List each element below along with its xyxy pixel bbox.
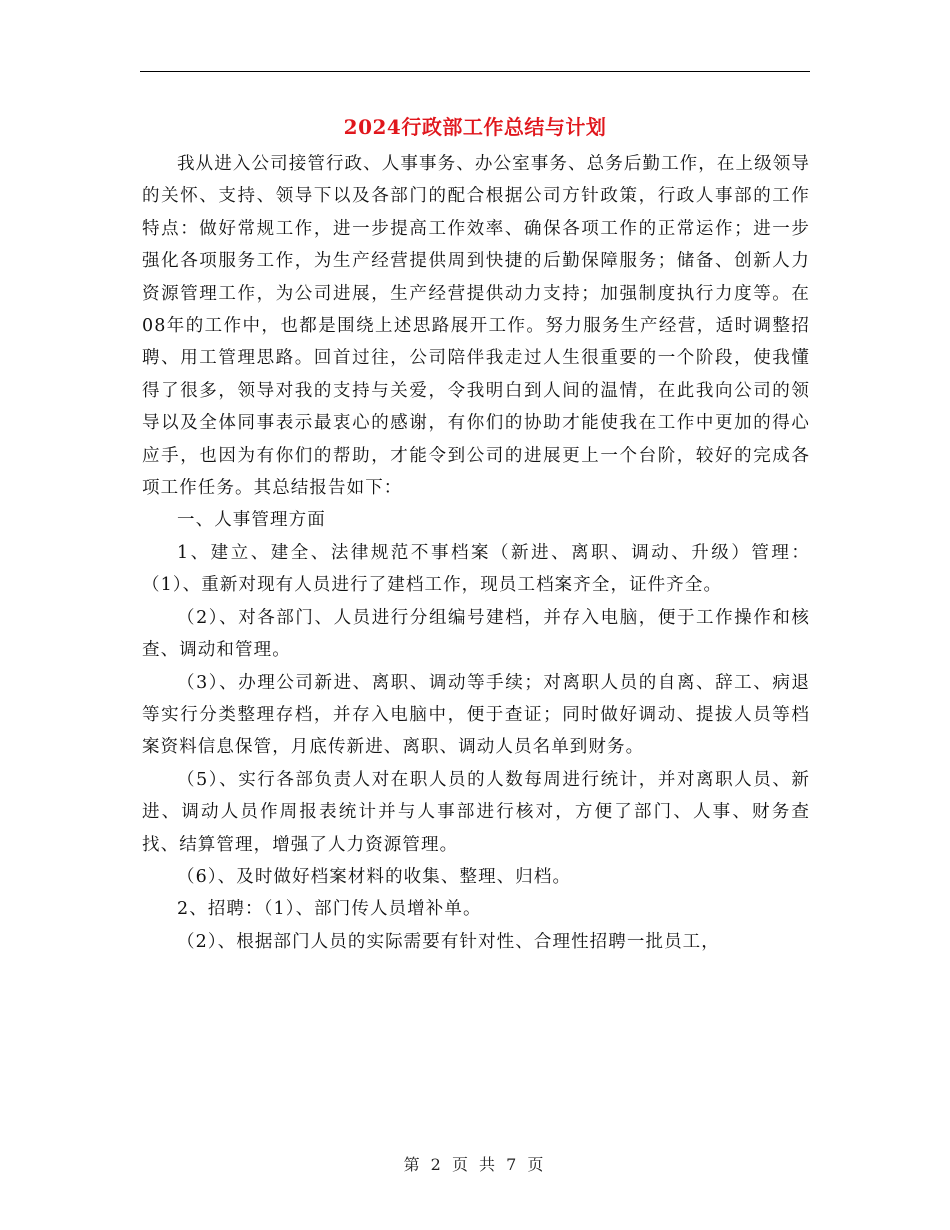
document-title: 2024行政部工作总结与计划 — [343, 115, 607, 139]
paragraph-item-6: （6）、及时做好档案材料的收集、整理、归档。 — [177, 866, 572, 887]
paragraph-item-1: 1、建立、建全、法律规范不事档案（新进、离职、调动、升级）管理：（1）、重新对现有人员进行了建档工作，现员工档案齐全，证件齐全。 — [142, 542, 810, 596]
paragraph-item-5: （5）、实行各部负责人对在职人员的人数每周进行统计，并对离职人员、新进、调动人员作周报表统计并与人事部进行核对，方便了部门、人事、财务查找、结算管理，增强了人力资源管理。 — [142, 769, 810, 855]
page-footer: 第 2 页 共 7 页 — [403, 1155, 547, 1174]
paragraph-item-2: （2）、对各部门、人员进行分组编号建档，并存入电脑，便于工作操作和核查、调动和管理。 — [142, 607, 810, 661]
section-heading-hr: 一、人事管理方面 — [177, 510, 326, 531]
paragraph-recruit: 2、招聘：（1）、部门传人员增补单。 — [177, 899, 482, 920]
document-body — [142, 148, 810, 958]
paragraph-item-3: （3）、办理公司新进、离职、调动等手续；对离职人员的自离、辞工、病退等实行分类整理存档，并存入电脑中，便于查证；同时做好调动、提拔人员等档案资料信息保管，月底传新进、离职、调动人员名单到财务。 — [142, 672, 810, 758]
header-rule — [140, 71, 810, 72]
paragraph-recruit-2: （2）、根据部门人员的实际需要有针对性、合理性招聘一批员工， — [177, 931, 720, 952]
paragraph-intro: 我从进入公司接管行政、人事事务、办公室事务、总务后勤工作，在上级领导的关怀、支持、领导下以及各部门的配合根据公司方针政策，行政人事部的工作特点：做好常规工作，进一步提高工作效率、确保各项工作的正常运作；进一步强化各项服务工作，为生产经营提供周到快捷的后勤保障服务；储备、创新人力资源管理工作，为公司进展，生产经营提供动力支持；加强制度执行力度等。在08年的工作中，也都是围绕上述思路展开工作。努力服务生产经营，适时调整招聘、用工管理思路。回首过往，公司陪伴我走过人生很重要的一个阶段，使我懂得了很多，领导对我的支持与关爱，令我明白到人间的温情，在此我向公司的领导以及全体同事表示最衷心的感谢，有你们的协助才能使我在工作中更加的得心应手，也因为有你们的帮助，才能令到公司的进展更上一个台阶，较好的完成各项工作任务。其总结报告如下： — [142, 154, 810, 499]
